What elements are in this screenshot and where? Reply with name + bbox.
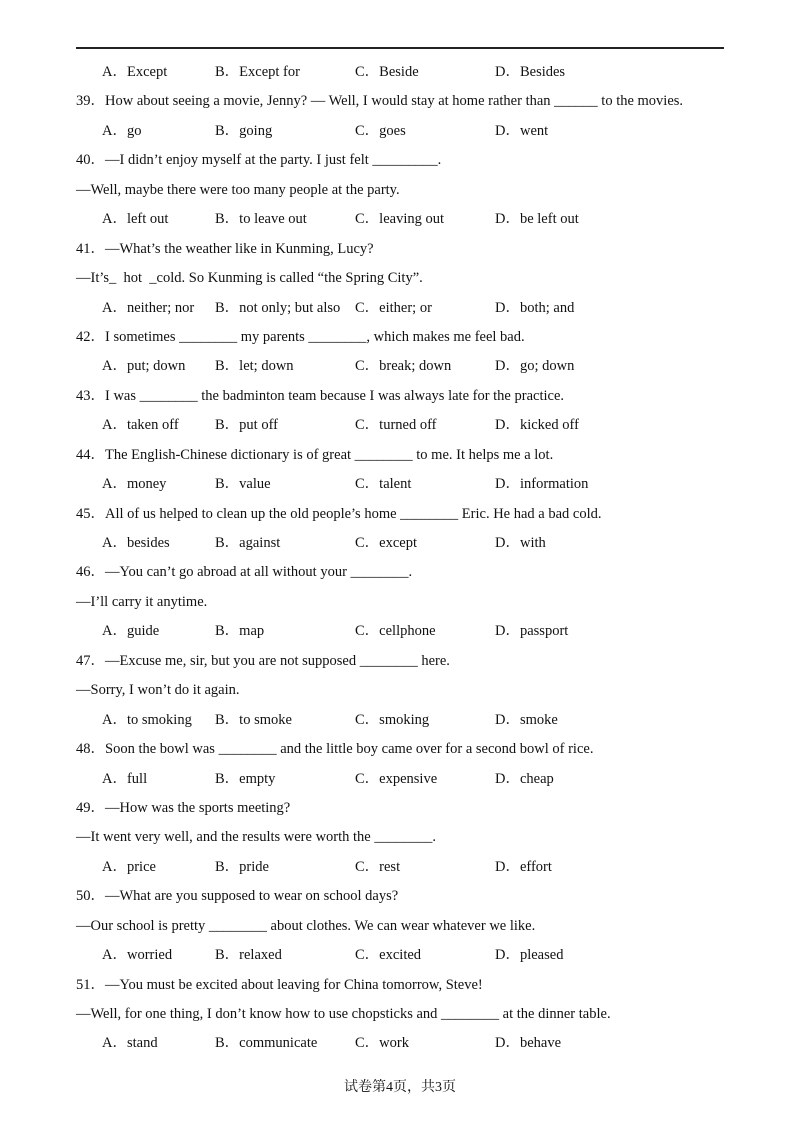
option-a: A．money: [102, 476, 167, 493]
option-c: C．turned off: [355, 417, 437, 434]
option-a: A．guide: [102, 623, 160, 640]
option-c: C．work: [355, 1035, 409, 1052]
answer-options: [76, 294, 724, 323]
question-text: 44．The English-Chinese dictionary is of great ________ to me. It helps me a lot.: [76, 446, 554, 463]
option-a: A．Except: [102, 64, 168, 80]
answer-options: [76, 617, 724, 646]
question-text: 45．All of us helped to clean up the old people’s home ________ Eric. He had a bad cold.: [76, 505, 602, 522]
option-c: C．either; or: [355, 299, 432, 316]
option-b: B．Except for: [215, 64, 300, 80]
option-d: D．Besides: [495, 64, 566, 80]
option-d: D．kicked off: [495, 417, 579, 434]
option-d: D．smoke: [495, 711, 558, 728]
answer-options: [76, 352, 724, 381]
answer-options: [76, 765, 724, 794]
option-c: C．smoking: [355, 711, 430, 728]
option-d: D．behave: [495, 1035, 562, 1052]
option-d: D．passport: [495, 623, 569, 640]
option-a: A．worried: [102, 947, 173, 964]
option-d: D．both; and: [495, 299, 575, 316]
option-c: C．break; down: [355, 358, 452, 375]
option-d: D．information: [495, 476, 589, 493]
option-a: A．go: [102, 122, 142, 139]
question-text: —Well, for one thing, I don’t know how to use chopsticks and ________ at the dinner table.: [76, 1006, 611, 1022]
option-d: D．went: [495, 122, 549, 139]
option-a: A．price: [102, 858, 156, 875]
option-c: C．leaving out: [355, 211, 445, 228]
question-text: —Sorry, I won’t do it again.: [76, 682, 240, 699]
option-c: C．talent: [355, 476, 412, 493]
answer-options: [76, 529, 724, 558]
option-a: A．full: [102, 770, 148, 787]
option-b: B．not only; but also: [215, 299, 341, 316]
question-text: 47．—Excuse me, sir, but you are not supposed ________ here.: [76, 652, 450, 669]
option-b: B．map: [215, 623, 265, 640]
answer-options: [76, 1029, 724, 1058]
option-a: A．left out: [102, 211, 169, 228]
option-c: C．Beside: [355, 64, 419, 80]
option-b: B．relaxed: [215, 947, 282, 964]
answer-options: [76, 706, 724, 735]
question-text: 50．—What are you supposed to wear on school days?: [76, 888, 399, 905]
option-b: B．empty: [215, 770, 276, 787]
option-a: A．stand: [102, 1035, 158, 1052]
answer-options: [76, 205, 724, 234]
option-a: A．to smoking: [102, 711, 192, 728]
header-rule: [76, 47, 724, 49]
question-text: 42．I sometimes ________ my parents ________, which makes me feel bad.: [76, 328, 525, 345]
answer-options: [76, 58, 724, 87]
option-a: A．put; down: [102, 358, 186, 375]
question-text: 41．—What’s the weather like in Kunming, Lucy?: [76, 240, 374, 257]
answer-options: [76, 411, 724, 440]
option-d: D．effort: [495, 858, 552, 875]
page-footer: 试卷第4页，共3页: [344, 1080, 456, 1095]
option-b: B．value: [215, 476, 271, 493]
question-text: 40．—I didn’t enjoy myself at the party. I just felt _________.: [76, 152, 442, 169]
question-text: 49．—How was the sports meeting?: [76, 799, 291, 816]
question-text: 43．I was ________ the badminton team because I was always late for the practice.: [76, 387, 565, 404]
option-b: B．communicate: [215, 1035, 318, 1052]
question-text: 51．—You must be excited about leaving for China tomorrow, Steve!: [76, 976, 483, 993]
question-list: [76, 58, 724, 1059]
question-text: —Our school is pretty ________ about clothes. We can wear whatever we like.: [76, 917, 536, 934]
answer-options: [76, 941, 724, 970]
option-d: D．cheap: [495, 770, 554, 787]
option-b: B．put off: [215, 417, 278, 434]
option-c: C．goes: [355, 122, 406, 139]
answer-options: [76, 117, 724, 146]
question-text: 46．—You can’t go abroad at all without your ________.: [76, 564, 413, 581]
question-text: —I’ll carry it anytime.: [76, 593, 208, 610]
option-b: B．to leave out: [215, 211, 307, 228]
option-c: C．excited: [355, 947, 422, 964]
option-d: D．with: [495, 535, 546, 551]
option-a: A．neither; nor: [102, 299, 195, 316]
option-d: D．be left out: [495, 211, 579, 228]
option-c: C．rest: [355, 858, 401, 875]
option-b: B．against: [215, 535, 281, 551]
option-c: C．except: [355, 535, 418, 551]
option-d: D．pleased: [495, 947, 564, 964]
option-b: B．going: [215, 122, 273, 139]
question-text: 39．How about seeing a movie, Jenny? — Well, I would stay at home rather than ______ to the movies.: [76, 93, 684, 110]
answer-options: [76, 470, 724, 499]
question-text: —Well, maybe there were too many people at the party.: [76, 181, 400, 198]
question-text: —It went very well, and the results were worth the ________.: [76, 829, 436, 846]
option-c: C．expensive: [355, 770, 438, 787]
option-a: A．taken off: [102, 417, 179, 434]
option-b: B．to smoke: [215, 711, 292, 728]
option-d: D．go; down: [495, 358, 575, 375]
option-b: B．pride: [215, 858, 269, 875]
option-a: A．besides: [102, 535, 170, 551]
question-text: 48．Soon the bowl was ________ and the little boy came over for a second bowl of rice.: [76, 741, 594, 758]
option-b: B．let; down: [215, 358, 294, 375]
answer-options: [76, 853, 724, 882]
option-c: C．cellphone: [355, 623, 436, 640]
question-text: —It’s_ hot _cold. So Kunming is called “the Spring City”.: [76, 270, 423, 287]
